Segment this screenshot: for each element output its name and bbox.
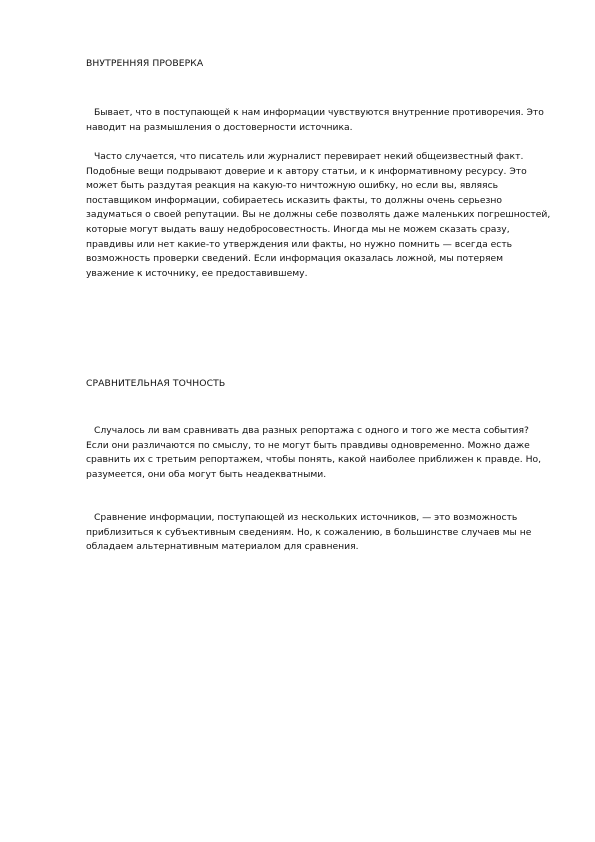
paragraph-comparative-accuracy-1: Случалось ли вам сравнивать два разных репортажа с одного и того же места события? Если они различаются по смыслу, то не могут быть правдивы одновременно. Можно даже сравнить их с третьим репортажем, чтобы понять, какой наиболее приближен к правде. Но, разумеется, они оба могут быть неадекватными. bbox=[86, 425, 542, 480]
section-heading-comparative-accuracy: СРАВНИТЕЛЬНАЯ ТОЧНОСТЬ bbox=[86, 378, 226, 389]
section-heading-internal-check: ВНУТРЕННЯЯ ПРОВЕРКА bbox=[86, 58, 204, 69]
paragraph-comparative-accuracy-2: Сравнение информации, поступающей из нескольких источников, — это возможность приблизиться к субъективным сведениям. Но, к сожалению, в большинстве случаев мы не обладаем альтернативным материалом для сравнения. bbox=[86, 512, 532, 553]
paragraph-internal-check-1: Бывает, что в поступающей к нам информации чувствуются внутренние противоречия. Это наводит на размышления о достоверности источника. bbox=[86, 107, 544, 133]
paragraph-internal-check-2: Часто случается, что писатель или журналист перевирает некий общеизвестный факт. Подобные вещи подрывают доверие и к автору статьи, и к информативному ресурсу. Это может быть раздутая реакция на какую-то ничтожную ошибку, но если вы, являясь поставщиком информации, собираетесь исказить факты, то должны очень серьезно задуматься о своей репутации. Вы не должны себе позволять даже маленьких погрешностей, которые могут выдать вашу недобросовестность. Иногда мы не можем сказать сразу, правдивы или нет какие-то утверждения или факты, но нужно помнить — всегда есть возможность проверки сведений. Если информация оказалась ложной, мы потеряем уважение к источнику, ее предоставившему. bbox=[86, 151, 551, 279]
